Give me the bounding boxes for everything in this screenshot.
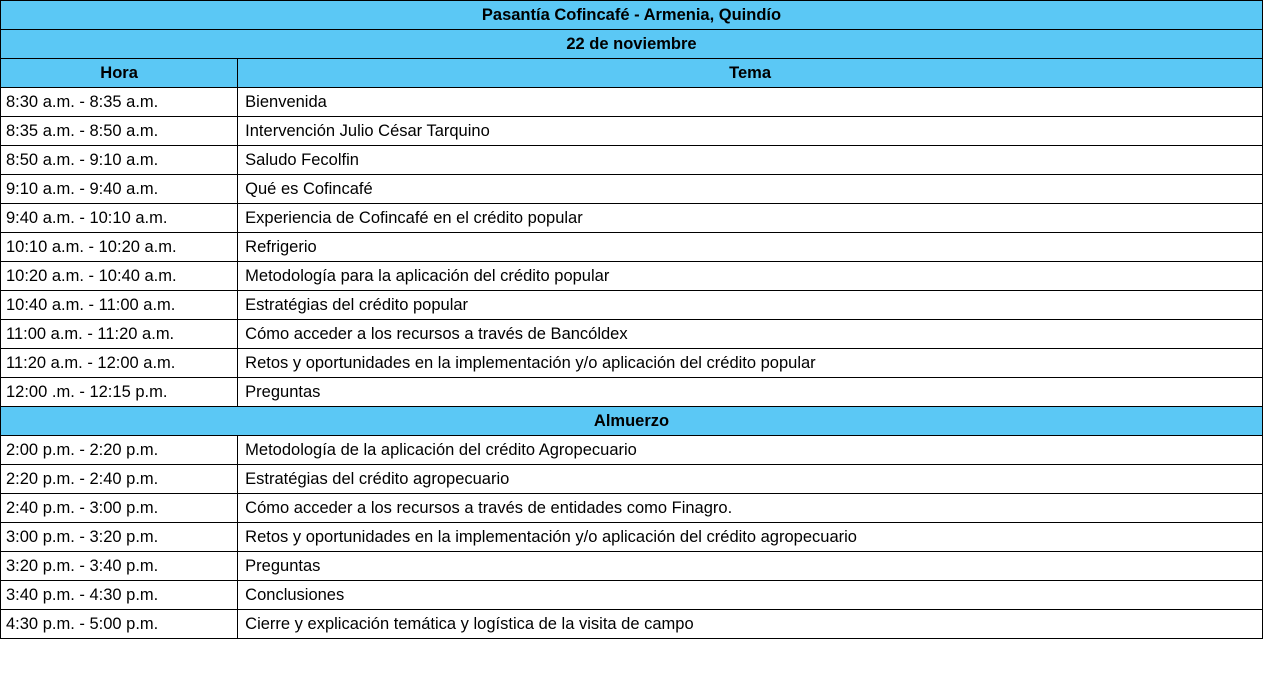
lunch-label: Almuerzo — [1, 407, 1263, 436]
table-row — [1, 349, 1263, 378]
cell-time: 10:20 a.m. - 10:40 a.m. — [1, 262, 238, 291]
table-row — [1, 204, 1263, 233]
cell-time: 2:40 p.m. - 3:00 p.m. — [1, 494, 238, 523]
schedule-body — [1, 1, 1263, 639]
cell-time: 8:30 a.m. - 8:35 a.m. — [1, 88, 238, 117]
cell-time: 11:00 a.m. - 11:20 a.m. — [1, 320, 238, 349]
table-row — [1, 465, 1263, 494]
table-row — [1, 523, 1263, 552]
cell-time: 3:00 p.m. - 3:20 p.m. — [1, 523, 238, 552]
table-row — [1, 262, 1263, 291]
lunch-section-row — [1, 407, 1263, 436]
date-header-row — [1, 30, 1263, 59]
table-row — [1, 320, 1263, 349]
table-row — [1, 581, 1263, 610]
cell-topic: Metodología de la aplicación del crédito Agropecuario — [238, 436, 1263, 465]
cell-time: 4:30 p.m. - 5:00 p.m. — [1, 610, 238, 639]
table-row — [1, 146, 1263, 175]
cell-time: 11:20 a.m. - 12:00 a.m. — [1, 349, 238, 378]
cell-time: 9:10 a.m. - 9:40 a.m. — [1, 175, 238, 204]
table-row — [1, 436, 1263, 465]
page-title: Pasantía Cofincafé - Armenia, Quindío — [1, 1, 1263, 30]
table-row — [1, 233, 1263, 262]
cell-time: 3:20 p.m. - 3:40 p.m. — [1, 552, 238, 581]
cell-time: 8:50 a.m. - 9:10 a.m. — [1, 146, 238, 175]
cell-topic: Preguntas — [238, 378, 1263, 407]
cell-topic: Preguntas — [238, 552, 1263, 581]
cell-time: 2:20 p.m. - 2:40 p.m. — [1, 465, 238, 494]
cell-time: 10:10 a.m. - 10:20 a.m. — [1, 233, 238, 262]
cell-topic: Experiencia de Cofincafé en el crédito popular — [238, 204, 1263, 233]
cell-topic: Qué es Cofincafé — [238, 175, 1263, 204]
table-row — [1, 291, 1263, 320]
cell-time: 3:40 p.m. - 4:30 p.m. — [1, 581, 238, 610]
cell-time: 12:00 .m. - 12:15 p.m. — [1, 378, 238, 407]
cell-topic: Estratégias del crédito agropecuario — [238, 465, 1263, 494]
cell-topic: Refrigerio — [238, 233, 1263, 262]
cell-topic: Retos y oportunidades en la implementación y/o aplicación del crédito agropecuario — [238, 523, 1263, 552]
cell-topic: Metodología para la aplicación del crédito popular — [238, 262, 1263, 291]
table-row — [1, 378, 1263, 407]
cell-time: 9:40 a.m. - 10:10 a.m. — [1, 204, 238, 233]
document-title-row — [1, 1, 1263, 30]
table-row — [1, 494, 1263, 523]
cell-time: 10:40 a.m. - 11:00 a.m. — [1, 291, 238, 320]
table-row — [1, 88, 1263, 117]
table-row — [1, 117, 1263, 146]
column-header-topic: Tema — [238, 59, 1263, 88]
cell-topic: Conclusiones — [238, 581, 1263, 610]
cell-topic: Intervención Julio César Tarquino — [238, 117, 1263, 146]
cell-topic: Cómo acceder a los recursos a través de Bancóldex — [238, 320, 1263, 349]
table-row — [1, 610, 1263, 639]
cell-topic: Bienvenida — [238, 88, 1263, 117]
table-row — [1, 552, 1263, 581]
cell-topic: Cierre y explicación temática y logística de la visita de campo — [238, 610, 1263, 639]
cell-topic: Retos y oportunidades en la implementación y/o aplicación del crédito popular — [238, 349, 1263, 378]
table-row — [1, 175, 1263, 204]
cell-topic: Saludo Fecolfin — [238, 146, 1263, 175]
cell-topic: Estratégias del crédito popular — [238, 291, 1263, 320]
date-header: 22 de noviembre — [1, 30, 1263, 59]
cell-time: 8:35 a.m. - 8:50 a.m. — [1, 117, 238, 146]
cell-time: 2:00 p.m. - 2:20 p.m. — [1, 436, 238, 465]
column-header-time: Hora — [1, 59, 238, 88]
column-header-row — [1, 59, 1263, 88]
cell-topic: Cómo acceder a los recursos a través de entidades como Finagro. — [238, 494, 1263, 523]
